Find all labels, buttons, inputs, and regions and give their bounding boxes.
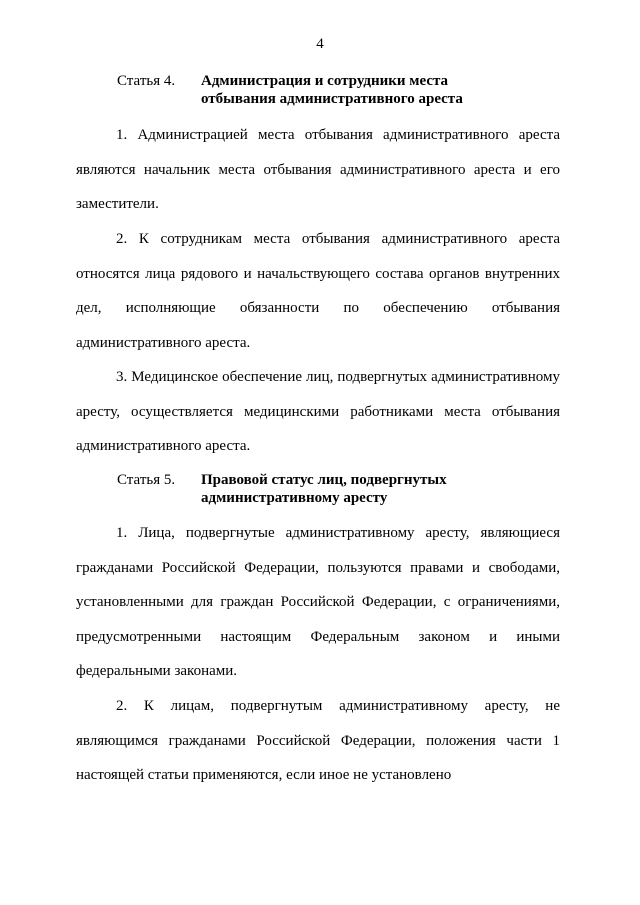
- article-5-paragraph-2: 2. К лицам, подвергнутым административному аресту, не являющимся гражданами Российской Федерации, положения части 1 настоящей статьи применяются, если иное не установлено: [76, 698, 560, 783]
- article-5-title-line-2: административному аресту: [201, 490, 388, 506]
- article-5-paragraph-1: 1. Лица, подвергнутые административному аресту, являющиеся гражданами Российской Федерации, пользуются правами и свободами, установленными для граждан Российской Федерации, с ограничениями, предусмотренными настоящим Федеральным законом и иными федеральными законами.: [76, 525, 560, 679]
- article-5-number: Статья 5.: [117, 472, 176, 488]
- article-4-title-line-2: отбывания административного ареста: [201, 91, 463, 107]
- article-4-number: Статья 4.: [117, 73, 176, 89]
- article-5-title-line-1: Правовой статус лиц, подвергнутых: [201, 472, 447, 488]
- article-4-title-line-1: Администрация и сотрудники места: [201, 73, 449, 89]
- page-number: 4: [316, 36, 324, 52]
- article-4-paragraph-2: 2. К сотрудникам места отбывания административного ареста относятся лица рядового и начальствующего состава органов внутренних дел, исполняющие обязанности по обеспечению отбывания административного ареста.: [76, 231, 560, 351]
- article-4-paragraph-1: 1. Администрацией места отбывания административного ареста являются начальник места отбывания административного ареста и его заместители.: [76, 127, 560, 212]
- article-4-paragraph-3: 3. Медицинское обеспечение лиц, подвергнутых административному аресту, осуществляется медицинскими работниками места отбывания административного ареста.: [76, 369, 560, 454]
